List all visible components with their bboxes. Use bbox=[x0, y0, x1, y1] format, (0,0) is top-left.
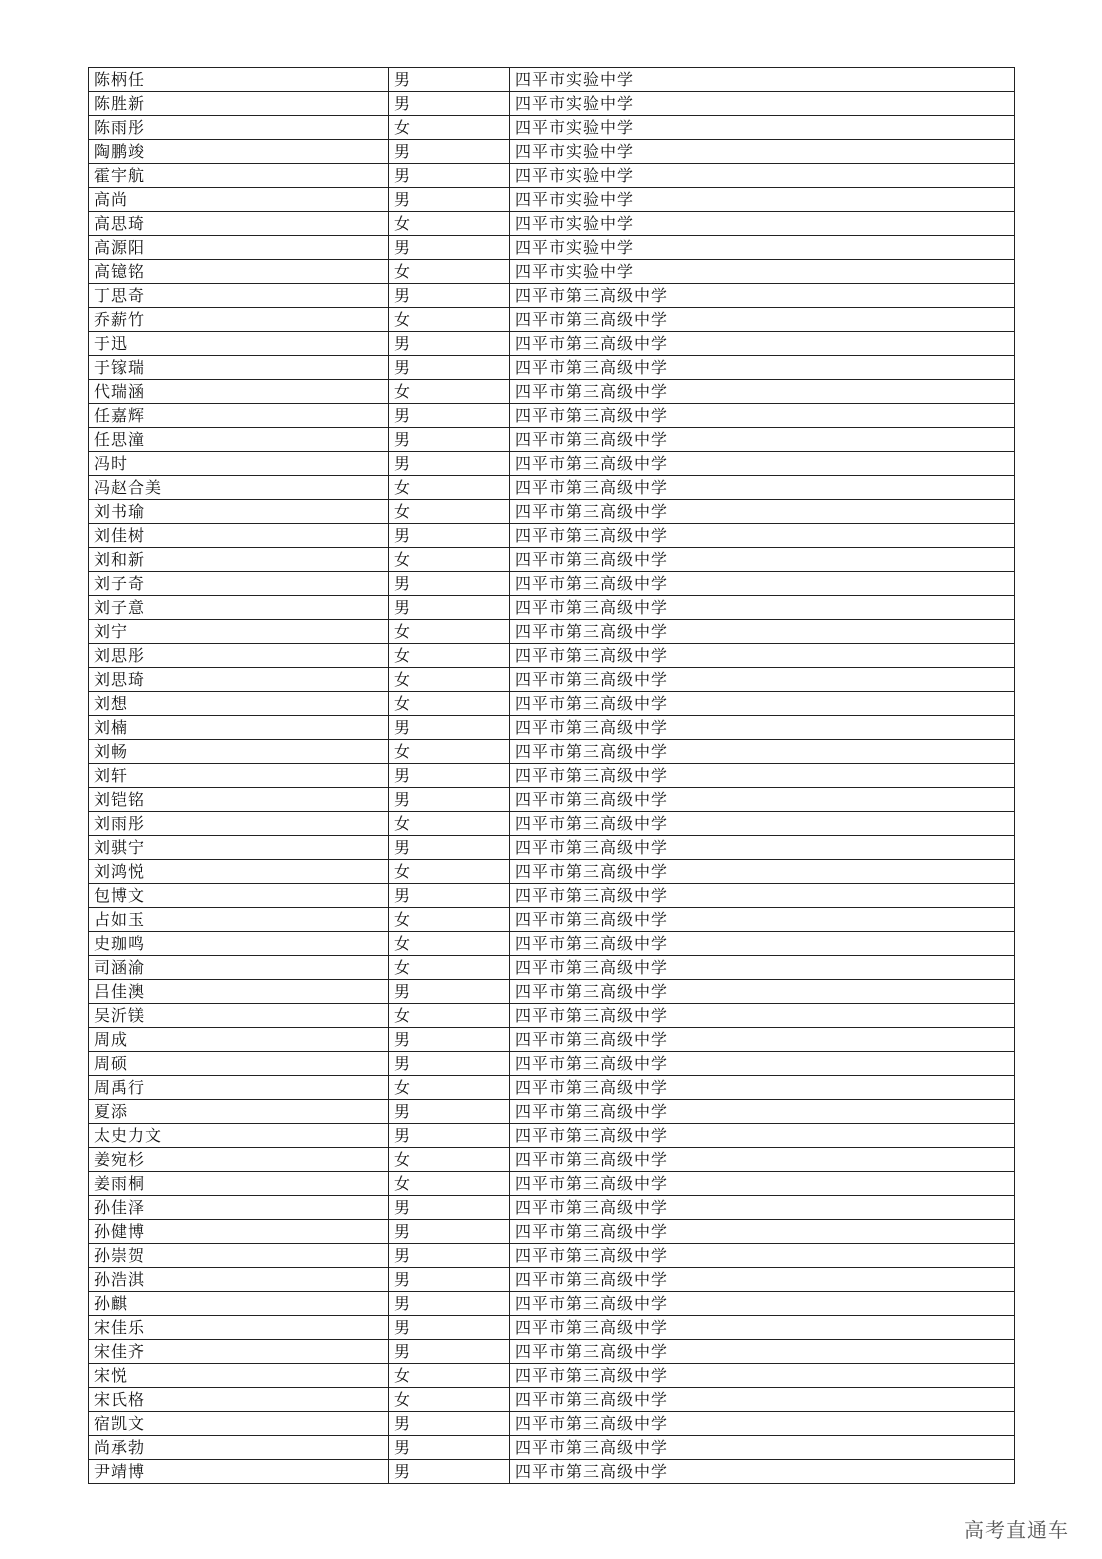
school-cell: 四平市第三高级中学 bbox=[510, 644, 1015, 668]
school-cell: 四平市第三高级中学 bbox=[510, 1148, 1015, 1172]
school-cell: 四平市第三高级中学 bbox=[510, 1268, 1015, 1292]
roster-table-container bbox=[88, 67, 1014, 1484]
gender-cell: 男 bbox=[389, 1340, 510, 1364]
table-row bbox=[89, 1028, 1015, 1052]
gender-cell: 男 bbox=[389, 1100, 510, 1124]
school-cell: 四平市第三高级中学 bbox=[510, 1076, 1015, 1100]
gender-cell: 男 bbox=[389, 140, 510, 164]
table-row bbox=[89, 1244, 1015, 1268]
name-cell: 刘佳树 bbox=[89, 524, 389, 548]
name-cell: 刘鸿悦 bbox=[89, 860, 389, 884]
gender-cell: 女 bbox=[389, 812, 510, 836]
school-cell: 四平市实验中学 bbox=[510, 212, 1015, 236]
gender-cell: 男 bbox=[389, 1196, 510, 1220]
school-cell: 四平市第三高级中学 bbox=[510, 1412, 1015, 1436]
table-row bbox=[89, 596, 1015, 620]
table-row bbox=[89, 1388, 1015, 1412]
name-cell: 刘思琦 bbox=[89, 668, 389, 692]
table-row bbox=[89, 1460, 1015, 1484]
gender-cell: 男 bbox=[389, 1124, 510, 1148]
school-cell: 四平市第三高级中学 bbox=[510, 860, 1015, 884]
gender-cell: 女 bbox=[389, 308, 510, 332]
school-cell: 四平市第三高级中学 bbox=[510, 980, 1015, 1004]
name-cell: 高镱铭 bbox=[89, 260, 389, 284]
school-cell: 四平市第三高级中学 bbox=[510, 428, 1015, 452]
table-row bbox=[89, 1196, 1015, 1220]
school-cell: 四平市第三高级中学 bbox=[510, 740, 1015, 764]
school-cell: 四平市第三高级中学 bbox=[510, 668, 1015, 692]
table-row bbox=[89, 236, 1015, 260]
table-row bbox=[89, 836, 1015, 860]
name-cell: 孙浩淇 bbox=[89, 1268, 389, 1292]
table-row bbox=[89, 1268, 1015, 1292]
school-cell: 四平市第三高级中学 bbox=[510, 1100, 1015, 1124]
gender-cell: 女 bbox=[389, 692, 510, 716]
name-cell: 太史力文 bbox=[89, 1124, 389, 1148]
school-cell: 四平市第三高级中学 bbox=[510, 692, 1015, 716]
table-row bbox=[89, 116, 1015, 140]
gender-cell: 男 bbox=[389, 1052, 510, 1076]
name-cell: 任嘉辉 bbox=[89, 404, 389, 428]
gender-cell: 女 bbox=[389, 644, 510, 668]
table-row bbox=[89, 1100, 1015, 1124]
table-row bbox=[89, 668, 1015, 692]
school-cell: 四平市实验中学 bbox=[510, 92, 1015, 116]
name-cell: 刘思彤 bbox=[89, 644, 389, 668]
school-cell: 四平市第三高级中学 bbox=[510, 764, 1015, 788]
gender-cell: 男 bbox=[389, 452, 510, 476]
school-cell: 四平市第三高级中学 bbox=[510, 1316, 1015, 1340]
school-cell: 四平市第三高级中学 bbox=[510, 404, 1015, 428]
table-row bbox=[89, 1436, 1015, 1460]
gender-cell: 男 bbox=[389, 1028, 510, 1052]
gender-cell: 女 bbox=[389, 1388, 510, 1412]
name-cell: 包博文 bbox=[89, 884, 389, 908]
watermark-text: 高考直通车 bbox=[964, 1518, 1069, 1542]
school-cell: 四平市第三高级中学 bbox=[510, 500, 1015, 524]
school-cell: 四平市第三高级中学 bbox=[510, 1340, 1015, 1364]
gender-cell: 女 bbox=[389, 212, 510, 236]
gender-cell: 男 bbox=[389, 284, 510, 308]
name-cell: 尹靖博 bbox=[89, 1460, 389, 1484]
school-cell: 四平市第三高级中学 bbox=[510, 1436, 1015, 1460]
school-cell: 四平市第三高级中学 bbox=[510, 1388, 1015, 1412]
name-cell: 于迅 bbox=[89, 332, 389, 356]
name-cell: 刘楠 bbox=[89, 716, 389, 740]
name-cell: 刘铠铭 bbox=[89, 788, 389, 812]
table-row bbox=[89, 524, 1015, 548]
school-cell: 四平市第三高级中学 bbox=[510, 836, 1015, 860]
gender-cell: 女 bbox=[389, 1004, 510, 1028]
school-cell: 四平市第三高级中学 bbox=[510, 1028, 1015, 1052]
gender-cell: 女 bbox=[389, 668, 510, 692]
school-cell: 四平市第三高级中学 bbox=[510, 932, 1015, 956]
table-row bbox=[89, 332, 1015, 356]
name-cell: 刘子意 bbox=[89, 596, 389, 620]
gender-cell: 男 bbox=[389, 332, 510, 356]
table-row bbox=[89, 692, 1015, 716]
gender-cell: 男 bbox=[389, 836, 510, 860]
table-row bbox=[89, 1412, 1015, 1436]
school-cell: 四平市第三高级中学 bbox=[510, 308, 1015, 332]
table-row bbox=[89, 572, 1015, 596]
roster-table-body bbox=[89, 68, 1015, 1484]
gender-cell: 男 bbox=[389, 188, 510, 212]
name-cell: 夏添 bbox=[89, 1100, 389, 1124]
name-cell: 于镓瑞 bbox=[89, 356, 389, 380]
school-cell: 四平市实验中学 bbox=[510, 68, 1015, 92]
table-row bbox=[89, 284, 1015, 308]
table-row bbox=[89, 740, 1015, 764]
table-row bbox=[89, 1076, 1015, 1100]
gender-cell: 男 bbox=[389, 356, 510, 380]
school-cell: 四平市实验中学 bbox=[510, 236, 1015, 260]
name-cell: 刘轩 bbox=[89, 764, 389, 788]
gender-cell: 男 bbox=[389, 1292, 510, 1316]
table-row bbox=[89, 68, 1015, 92]
school-cell: 四平市第三高级中学 bbox=[510, 1196, 1015, 1220]
table-row bbox=[89, 644, 1015, 668]
gender-cell: 女 bbox=[389, 500, 510, 524]
gender-cell: 女 bbox=[389, 476, 510, 500]
school-cell: 四平市实验中学 bbox=[510, 140, 1015, 164]
table-row bbox=[89, 1340, 1015, 1364]
gender-cell: 女 bbox=[389, 860, 510, 884]
school-cell: 四平市第三高级中学 bbox=[510, 1364, 1015, 1388]
table-row bbox=[89, 452, 1015, 476]
gender-cell: 男 bbox=[389, 1436, 510, 1460]
table-row bbox=[89, 404, 1015, 428]
name-cell: 刘宁 bbox=[89, 620, 389, 644]
name-cell: 宋佳齐 bbox=[89, 1340, 389, 1364]
table-row bbox=[89, 140, 1015, 164]
school-cell: 四平市实验中学 bbox=[510, 116, 1015, 140]
school-cell: 四平市第三高级中学 bbox=[510, 1220, 1015, 1244]
school-cell: 四平市第三高级中学 bbox=[510, 1052, 1015, 1076]
gender-cell: 女 bbox=[389, 932, 510, 956]
school-cell: 四平市第三高级中学 bbox=[510, 452, 1015, 476]
name-cell: 孙崇贺 bbox=[89, 1244, 389, 1268]
gender-cell: 女 bbox=[389, 1364, 510, 1388]
school-cell: 四平市第三高级中学 bbox=[510, 476, 1015, 500]
name-cell: 刘雨彤 bbox=[89, 812, 389, 836]
gender-cell: 男 bbox=[389, 524, 510, 548]
table-row bbox=[89, 380, 1015, 404]
table-row bbox=[89, 1124, 1015, 1148]
name-cell: 吕佳澳 bbox=[89, 980, 389, 1004]
table-row bbox=[89, 1220, 1015, 1244]
school-cell: 四平市第三高级中学 bbox=[510, 356, 1015, 380]
name-cell: 宋氏格 bbox=[89, 1388, 389, 1412]
name-cell: 周禹行 bbox=[89, 1076, 389, 1100]
gender-cell: 男 bbox=[389, 884, 510, 908]
gender-cell: 男 bbox=[389, 68, 510, 92]
name-cell: 高思琦 bbox=[89, 212, 389, 236]
school-cell: 四平市第三高级中学 bbox=[510, 884, 1015, 908]
name-cell: 刘书瑜 bbox=[89, 500, 389, 524]
name-cell: 孙佳泽 bbox=[89, 1196, 389, 1220]
name-cell: 乔薪竹 bbox=[89, 308, 389, 332]
name-cell: 刘子奇 bbox=[89, 572, 389, 596]
name-cell: 刘想 bbox=[89, 692, 389, 716]
table-row bbox=[89, 260, 1015, 284]
school-cell: 四平市第三高级中学 bbox=[510, 1004, 1015, 1028]
name-cell: 代瑞涵 bbox=[89, 380, 389, 404]
name-cell: 周成 bbox=[89, 1028, 389, 1052]
name-cell: 尚承勃 bbox=[89, 1436, 389, 1460]
table-row bbox=[89, 92, 1015, 116]
table-row bbox=[89, 860, 1015, 884]
gender-cell: 女 bbox=[389, 740, 510, 764]
gender-cell: 男 bbox=[389, 596, 510, 620]
name-cell: 丁思奇 bbox=[89, 284, 389, 308]
name-cell: 冯赵合美 bbox=[89, 476, 389, 500]
gender-cell: 女 bbox=[389, 548, 510, 572]
name-cell: 宋悦 bbox=[89, 1364, 389, 1388]
table-row bbox=[89, 812, 1015, 836]
table-row bbox=[89, 620, 1015, 644]
school-cell: 四平市第三高级中学 bbox=[510, 1172, 1015, 1196]
table-row bbox=[89, 476, 1015, 500]
name-cell: 任思潼 bbox=[89, 428, 389, 452]
table-row bbox=[89, 1172, 1015, 1196]
table-row bbox=[89, 764, 1015, 788]
name-cell: 占如玉 bbox=[89, 908, 389, 932]
gender-cell: 女 bbox=[389, 620, 510, 644]
table-row bbox=[89, 548, 1015, 572]
school-cell: 四平市第三高级中学 bbox=[510, 1460, 1015, 1484]
table-row bbox=[89, 1148, 1015, 1172]
name-cell: 高源阳 bbox=[89, 236, 389, 260]
gender-cell: 男 bbox=[389, 92, 510, 116]
name-cell: 姜雨桐 bbox=[89, 1172, 389, 1196]
gender-cell: 男 bbox=[389, 716, 510, 740]
school-cell: 四平市第三高级中学 bbox=[510, 620, 1015, 644]
school-cell: 四平市第三高级中学 bbox=[510, 380, 1015, 404]
school-cell: 四平市第三高级中学 bbox=[510, 548, 1015, 572]
table-row bbox=[89, 1292, 1015, 1316]
school-cell: 四平市第三高级中学 bbox=[510, 1124, 1015, 1148]
table-row bbox=[89, 428, 1015, 452]
gender-cell: 男 bbox=[389, 236, 510, 260]
gender-cell: 男 bbox=[389, 572, 510, 596]
gender-cell: 女 bbox=[389, 1172, 510, 1196]
gender-cell: 女 bbox=[389, 956, 510, 980]
table-row bbox=[89, 980, 1015, 1004]
school-cell: 四平市第三高级中学 bbox=[510, 524, 1015, 548]
gender-cell: 男 bbox=[389, 1316, 510, 1340]
roster-table bbox=[88, 67, 1015, 1484]
school-cell: 四平市实验中学 bbox=[510, 188, 1015, 212]
school-cell: 四平市第三高级中学 bbox=[510, 332, 1015, 356]
school-cell: 四平市第三高级中学 bbox=[510, 812, 1015, 836]
table-row bbox=[89, 956, 1015, 980]
school-cell: 四平市第三高级中学 bbox=[510, 596, 1015, 620]
name-cell: 霍宇航 bbox=[89, 164, 389, 188]
name-cell: 高尚 bbox=[89, 188, 389, 212]
table-row bbox=[89, 908, 1015, 932]
gender-cell: 男 bbox=[389, 980, 510, 1004]
table-row bbox=[89, 164, 1015, 188]
school-cell: 四平市第三高级中学 bbox=[510, 572, 1015, 596]
table-row bbox=[89, 1004, 1015, 1028]
gender-cell: 女 bbox=[389, 380, 510, 404]
table-row bbox=[89, 188, 1015, 212]
name-cell: 孙健博 bbox=[89, 1220, 389, 1244]
name-cell: 史珈鸣 bbox=[89, 932, 389, 956]
table-row bbox=[89, 1316, 1015, 1340]
table-row bbox=[89, 1364, 1015, 1388]
gender-cell: 男 bbox=[389, 1460, 510, 1484]
gender-cell: 男 bbox=[389, 1268, 510, 1292]
table-row bbox=[89, 932, 1015, 956]
gender-cell: 女 bbox=[389, 908, 510, 932]
name-cell: 刘骐宁 bbox=[89, 836, 389, 860]
table-row bbox=[89, 500, 1015, 524]
gender-cell: 男 bbox=[389, 404, 510, 428]
gender-cell: 女 bbox=[389, 260, 510, 284]
table-row bbox=[89, 884, 1015, 908]
gender-cell: 男 bbox=[389, 1244, 510, 1268]
table-row bbox=[89, 788, 1015, 812]
school-cell: 四平市第三高级中学 bbox=[510, 716, 1015, 740]
table-row bbox=[89, 356, 1015, 380]
gender-cell: 女 bbox=[389, 1148, 510, 1172]
name-cell: 刘畅 bbox=[89, 740, 389, 764]
school-cell: 四平市第三高级中学 bbox=[510, 956, 1015, 980]
school-cell: 四平市第三高级中学 bbox=[510, 908, 1015, 932]
name-cell: 陈柄任 bbox=[89, 68, 389, 92]
table-row bbox=[89, 212, 1015, 236]
school-cell: 四平市实验中学 bbox=[510, 164, 1015, 188]
table-row bbox=[89, 716, 1015, 740]
gender-cell: 男 bbox=[389, 1220, 510, 1244]
name-cell: 吴沂镁 bbox=[89, 1004, 389, 1028]
gender-cell: 男 bbox=[389, 428, 510, 452]
school-cell: 四平市第三高级中学 bbox=[510, 1244, 1015, 1268]
name-cell: 刘和新 bbox=[89, 548, 389, 572]
name-cell: 冯时 bbox=[89, 452, 389, 476]
table-row bbox=[89, 1052, 1015, 1076]
school-cell: 四平市第三高级中学 bbox=[510, 1292, 1015, 1316]
name-cell: 宿凯文 bbox=[89, 1412, 389, 1436]
name-cell: 周硕 bbox=[89, 1052, 389, 1076]
name-cell: 陈雨彤 bbox=[89, 116, 389, 140]
school-cell: 四平市实验中学 bbox=[510, 260, 1015, 284]
gender-cell: 男 bbox=[389, 164, 510, 188]
gender-cell: 男 bbox=[389, 1412, 510, 1436]
name-cell: 姜宛杉 bbox=[89, 1148, 389, 1172]
school-cell: 四平市第三高级中学 bbox=[510, 788, 1015, 812]
name-cell: 陈胜新 bbox=[89, 92, 389, 116]
school-cell: 四平市第三高级中学 bbox=[510, 284, 1015, 308]
gender-cell: 男 bbox=[389, 788, 510, 812]
name-cell: 孙麒 bbox=[89, 1292, 389, 1316]
name-cell: 陶鹏竣 bbox=[89, 140, 389, 164]
gender-cell: 女 bbox=[389, 1076, 510, 1100]
name-cell: 宋佳乐 bbox=[89, 1316, 389, 1340]
name-cell: 司涵渝 bbox=[89, 956, 389, 980]
table-row bbox=[89, 308, 1015, 332]
gender-cell: 男 bbox=[389, 764, 510, 788]
gender-cell: 女 bbox=[389, 116, 510, 140]
